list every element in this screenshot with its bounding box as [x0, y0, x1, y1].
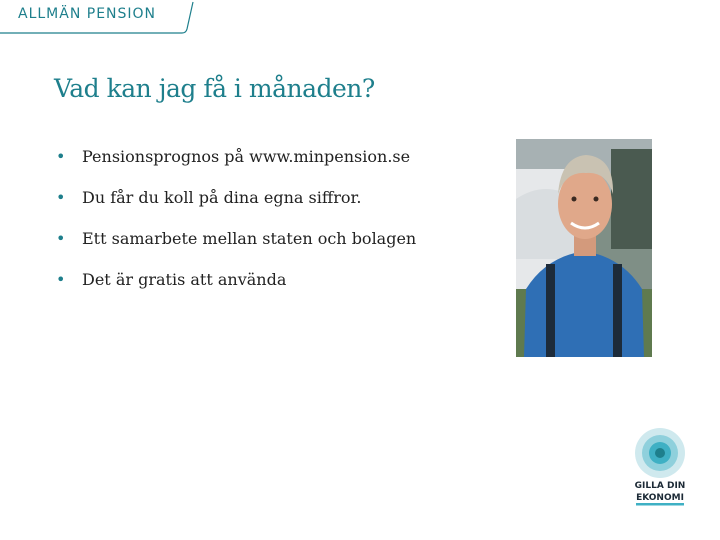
- bullet-icon: •: [56, 270, 66, 289]
- bullet-item: [56, 188, 496, 229]
- bullet-text: Ett samarbete mellan staten och bolagen: [82, 229, 417, 248]
- bullet-icon: •: [56, 188, 66, 207]
- bullet-list: [56, 147, 496, 311]
- bullet-text: Du får du koll på dina egna siffror.: [82, 188, 362, 207]
- bullet-text: Det är gratis att använda: [82, 270, 287, 289]
- bullet-item: [56, 270, 496, 311]
- bullet-item: [56, 229, 496, 270]
- logo-line1: GILLA DIN: [634, 481, 686, 491]
- bullet-icon: •: [56, 147, 66, 166]
- logo-mark: [632, 425, 688, 507]
- portrait-photo: [516, 139, 652, 357]
- gilla-din-ekonomi-logo: [632, 425, 688, 507]
- bullet-icon: •: [56, 229, 66, 248]
- bullet-item: [56, 147, 496, 188]
- bullet-text: Pensionsprognos på www.minpension.se: [82, 147, 411, 166]
- logo-line2: EKONOMI: [636, 493, 684, 503]
- section-label: ALLMÄN PENSION: [18, 6, 157, 22]
- slide-title: Vad kan jag få i månaden?: [54, 74, 375, 103]
